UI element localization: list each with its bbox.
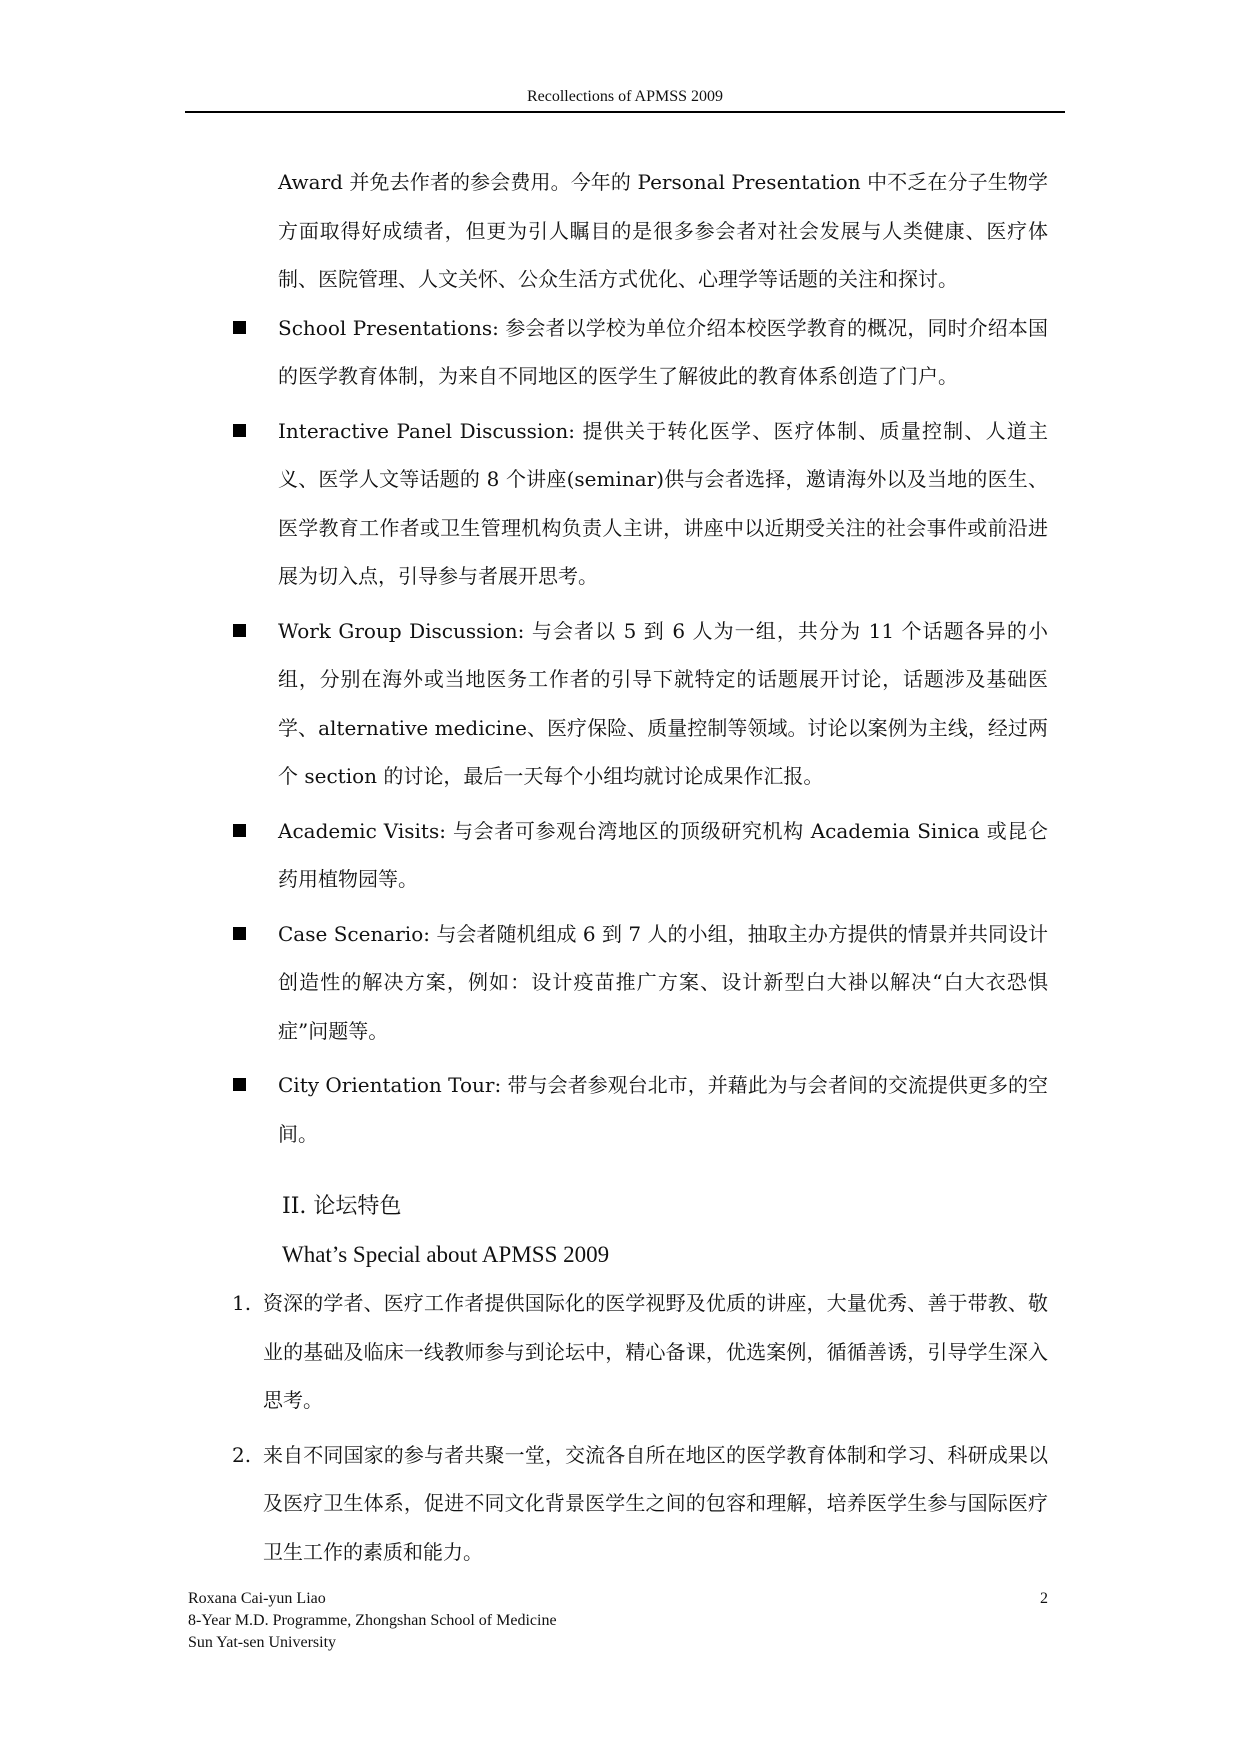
bullet-item-case-scenario bbox=[278, 910, 1048, 1056]
item-text: 来自不同国家的参与者共聚一堂，交流各自所在地区的医学教育体制和学习、科研成果以及医疗卫生体系，促进不同文化背景医学生之间的包容和理解，培养医学生参与国际医疗卫生工作的素质和能力。 bbox=[263, 1442, 1048, 1564]
bullet-item-academic-visits bbox=[278, 807, 1048, 904]
square-bullet-icon bbox=[233, 424, 246, 437]
footer-programme: 8-Year M.D. Programme, Zhongshan School of Medicine bbox=[188, 1612, 557, 1629]
bullet-item-school-presentations bbox=[278, 304, 1048, 401]
bullet-text: Case Scenario: 与会者随机组成 6 到 7 人的小组，抽取主办方提供的情景并共同设计创造性的解决方案，例如：设计疫苗推广方案、设计新型白大褂以解决“白大衣恐惧症”问题等。 bbox=[278, 921, 1048, 1043]
bullet-text: School Presentations: 参会者以学校为单位介绍本校医学教育的概况，同时介绍本国的医学教育体制，为来自不同地区的医学生了解彼此的教育体系创造了门户。 bbox=[278, 315, 1048, 388]
footer-university: Sun Yat-sen University bbox=[188, 1634, 337, 1651]
bullet-text: City Orientation Tour: 带与会者参观台北市，并藉此为与会者间的交流提供更多的空间。 bbox=[278, 1073, 1048, 1146]
item-number: 2. bbox=[232, 1442, 252, 1467]
numbered-item-1 bbox=[232, 1279, 1048, 1425]
square-bullet-icon bbox=[233, 927, 246, 940]
bullet-item-panel-discussion bbox=[278, 407, 1048, 601]
square-bullet-icon bbox=[233, 1078, 246, 1091]
bullet-item-city-tour bbox=[278, 1061, 1048, 1158]
numbered-item-2 bbox=[232, 1431, 1048, 1577]
page-number: 2 bbox=[1040, 1590, 1048, 1607]
section-subtitle: What’s Special about APMSS 2009 bbox=[282, 1242, 610, 1267]
item-text: 资深的学者、医疗工作者提供国际化的医学视野及优质的讲座，大量优秀、善于带教、敬业的基础及临床一线教师参与到论坛中，精心备课，优选案例，循循善诱，引导学生深入思考。 bbox=[263, 1291, 1048, 1412]
square-bullet-icon bbox=[233, 824, 246, 837]
bullet-text: Academic Visits: 与会者可参观台湾地区的顶级研究机构 Academia Sinica 或昆仑药用植物园等。 bbox=[278, 818, 1048, 891]
page-footer bbox=[188, 1588, 1048, 1654]
square-bullet-icon bbox=[233, 624, 246, 637]
footer-author: Roxana Cai-yun Liao bbox=[188, 1590, 326, 1607]
continuation-paragraph: Award 并免去作者的参会费用。今年的 Personal Presentation 中不乏在分子生物学方面取得好成绩者，但更为引人瞩目的是很多参会者对社会发展与人类健康、医疗体制、医院管理、人文关怀、公众生活方式优化、心理学等话题的关注和探讨。 bbox=[278, 170, 1048, 291]
section-heading: II. 论坛特色 bbox=[282, 1194, 402, 1219]
header-rule bbox=[185, 111, 1065, 113]
page-body bbox=[0, 158, 1241, 1576]
bullet-text: Work Group Discussion: 与会者以 5 到 6 人为一组，共分为 11 个话题各异的小组，分别在海外或当地医务工作者的引导下就特定的话题展开讨论，话题涉及基础医学、alternative medicine、医疗保险、质量控制等领域。讨论以案例为主线，经过两个 section 的讨论，最后一天每个小组均就讨论成果作汇报。 bbox=[278, 618, 1048, 788]
bullet-text: Interactive Panel Discussion: 提供关于转化医学、医疗体制、质量控制、人道主义、医学人文等话题的 8 个讲座(seminar)供与会者选择，邀请海外以及当地的医生、医学教育工作者或卫生管理机构负责人主讲，讲座中以近期受关注的社会事件或前沿进展为切入点，引导参与者展开思考。 bbox=[278, 418, 1048, 588]
bullet-item-work-group bbox=[278, 607, 1048, 801]
item-number: 1. bbox=[232, 1291, 252, 1315]
square-bullet-icon bbox=[233, 321, 246, 334]
running-header: Recollections of APMSS 2009 bbox=[526, 88, 723, 105]
